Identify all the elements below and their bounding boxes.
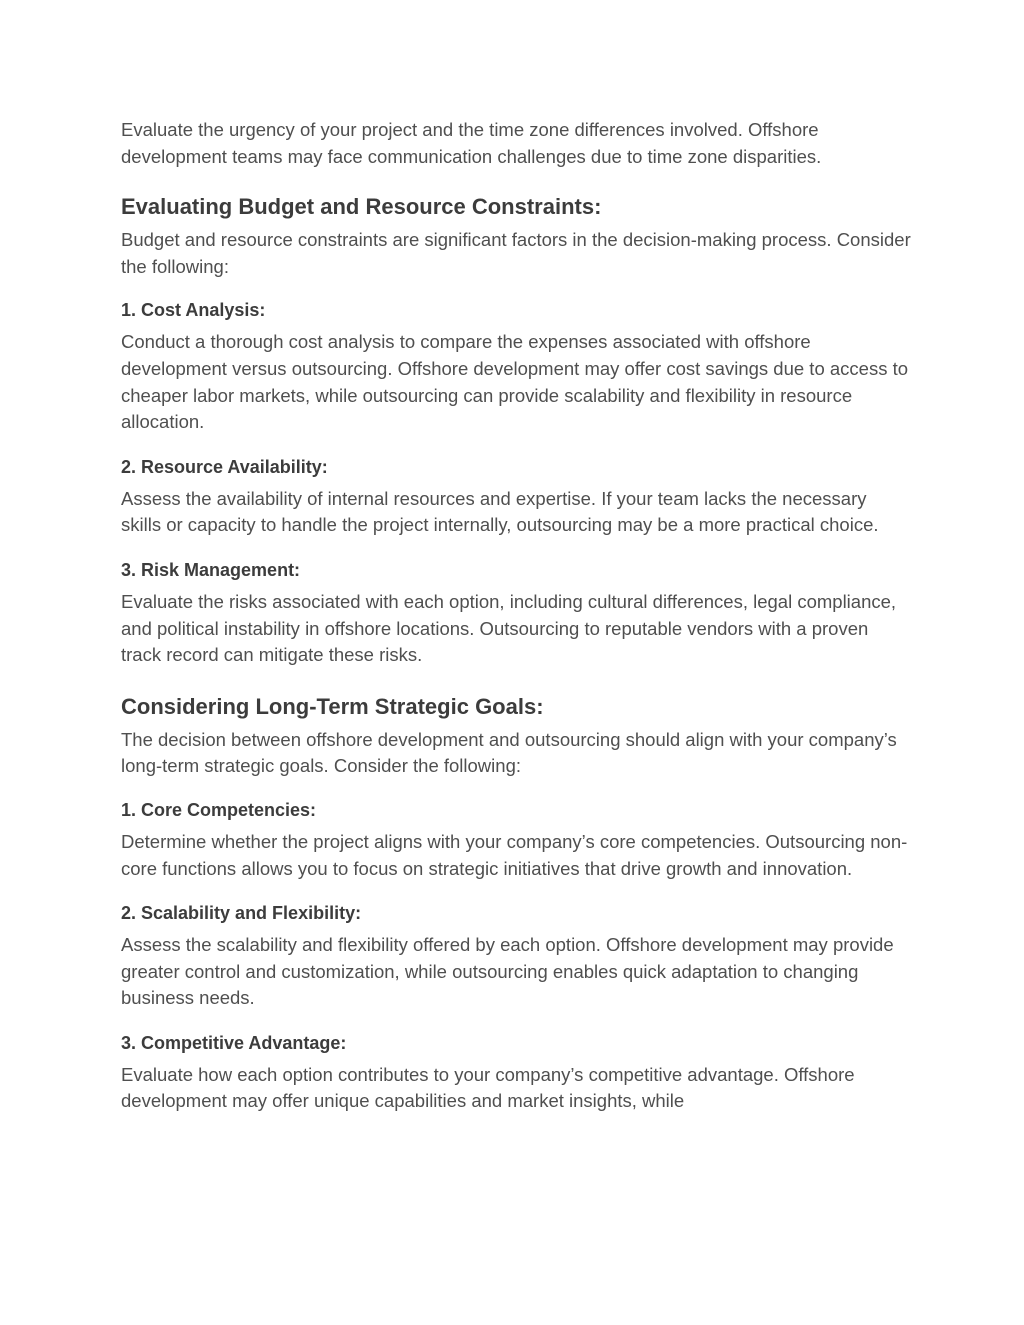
subheading-resource-availability: 2. Resource Availability: (121, 456, 328, 477)
document-page (121, 117, 911, 1134)
subheading-competitive-advantage: 3. Competitive Advantage: (121, 1032, 347, 1053)
paragraph-competitive-advantage: Evaluate how each option contributes to your company’s competitive advantage. Offshore development may offer unique capabilities and market insights, while (121, 1063, 855, 1112)
section-lead-paragraph: Budget and resource constraints are significant factors in the decision-making process. Consider the following: (121, 229, 911, 277)
subheading-cost-analysis: 1. Cost Analysis: (121, 300, 266, 321)
section-heading: Evaluating Budget and Resource Constraints: (121, 194, 602, 220)
paragraph-scalability-flexibility: Assess the scalability and flexibility offered by each option. Offshore development may provide greater control and customization, while outsourcing enables quick adaptation to changing business needs. (121, 934, 894, 1009)
paragraph-cost-analysis: Conduct a thorough cost analysis to compare the expenses associated with offshore development versus outsourcing. Offshore development may offer cost savings due to access to cheaper labor markets, while outsourcing can provide scalability and flexibility in resource allocation. (121, 331, 909, 433)
paragraph-risk-management: Evaluate the risks associated with each option, including cultural differences, legal compliance, and political instability in offshore locations. Outsourcing to reputable vendors with a proven track record can mitigate these risks. (121, 590, 897, 666)
subheading-scalability-flexibility: 2. Scalability and Flexibility: (121, 903, 362, 924)
intro-paragraph: Evaluate the urgency of your project and the time zone differences involved. Offshore development teams may face communication challenges due to time zone disparities. (121, 119, 822, 167)
section-strategic-goals (121, 693, 911, 1115)
subheading-risk-management: 3. Risk Management: (121, 559, 301, 580)
paragraph-resource-availability: Assess the availability of internal resources and expertise. If your team lacks the necessary skills or capacity to handle the project internally, outsourcing may be a more practical choice. (121, 487, 879, 536)
subheading-core-competencies: 1. Core Competencies: (121, 799, 317, 820)
section-budget-constraints (121, 193, 911, 669)
section-lead-paragraph: The decision between offshore development and outsourcing should align with your company’s long-term strategic goals. Consider the following: (121, 728, 897, 777)
section-heading: Considering Long-Term Strategic Goals: (121, 693, 544, 719)
paragraph-core-competencies: Determine whether the project aligns with your company’s core competencies. Outsourcing non-core functions allows you to focus on strategic initiatives that drive growth and innovation. (121, 830, 908, 879)
